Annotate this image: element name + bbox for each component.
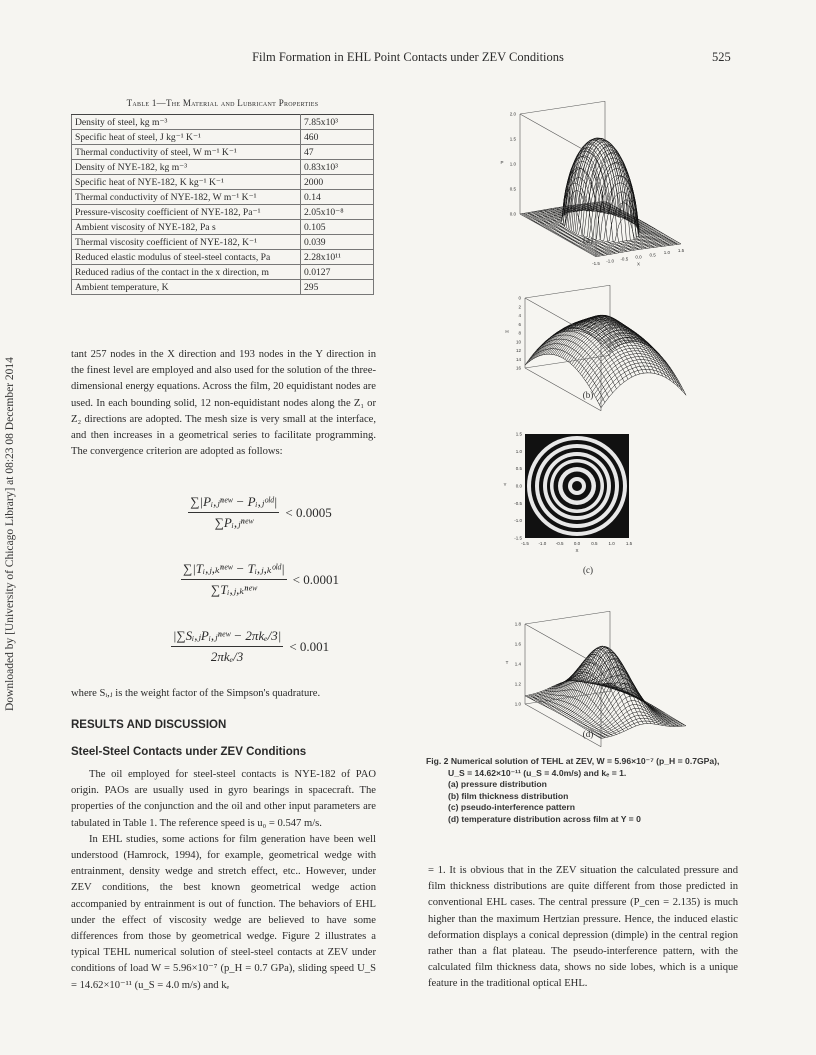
axis-tick-label: 14 [515,356,521,362]
axis-tick-label: 1.5 [509,136,516,142]
eq3-denominator: 2πkₑ/3 [210,649,244,664]
axis-title: T [505,660,509,665]
axis-tick-label: 1.6 [514,641,521,647]
caption-line: (a) pressure distribution [448,779,547,790]
figure-label-b: (b) [582,390,594,400]
axis-box-edge [520,101,605,114]
paragraph-text: In EHL studies, some actions for film generation have been well understood (Hamrock, 1994), for example, geometrical wedge with entrainment, density wedge and stretch effect, etc.. However, under ZEV conditions, the best known geometrical wedge action accompanied by entrainment is out of function. The behaviors of EHL under the effect of viscosity wedge are believed to have some differences from those by geometrical wedge. Figure 2 illustrates a typical TEHL numerical solution of steel-steel contacts at ZEV under conditions of load W = 5.96×10⁻⁷ (p_H = 0.7 GPa), sliding speed U_S = 14.62×10⁻¹¹ (u_S = 4.0 m/s) and kₑ [71,833,376,991]
property-name: Density of steel, kg m⁻³ [72,115,301,130]
surface-line [599,721,684,738]
axis-tick-label: 1.4 [514,661,521,667]
surface-line [586,345,671,380]
caption-line: (c) pseudo-interference pattern [448,802,576,813]
eq2-numerator: ∑|Tᵢ,ⱼ,ₖⁿᵉʷ − Tᵢ,ⱼ,ₖᵒˡᵈ| [181,561,287,580]
axis-tick-label: -1.5 [514,535,522,541]
axis-title: H [505,329,509,334]
figure-2d-temperature-surface [505,604,745,732]
property-value: 2.05x10⁻⁸ [301,205,374,220]
eq3-rhs: < 0.001 [289,638,330,654]
table-row [72,280,374,295]
axis-tick-label: 1.0 [663,250,670,256]
axis-box-edge [520,114,596,157]
figure-2a-pressure-surface [500,104,740,267]
axis-tick-label: 0.0 [573,541,581,546]
axis-box-edge [525,611,610,624]
surface-line [599,369,684,404]
axis-tick-label: 0.5 [591,541,598,546]
property-name: Ambient temperature, K [72,280,301,295]
eq2-rhs: < 0.0001 [292,571,340,587]
figure-caption [426,756,746,826]
axis-tick-label: -1.5 [592,260,600,266]
axis-tick-label: 1.5 [625,541,633,546]
axis-tick-label: 8 [518,330,521,336]
axis-tick-label: 2.0 [509,111,516,117]
figure-label-c: (c) [583,565,593,575]
property-name: Reduced radius of the contact in the x direction, m [72,265,301,280]
table-row [72,250,374,265]
property-value: 0.039 [301,235,374,250]
property-value: 0.105 [301,220,374,235]
axis-tick-label: 1.5 [677,248,685,253]
axis-tick-label: 0.5 [649,252,656,258]
axis-tick-label: -0.5 [555,541,564,546]
page-number: 525 [712,50,731,64]
equation-pressure [140,494,380,531]
property-name: Specific heat of NYE-182, K kg⁻¹ K⁻¹ [72,175,301,190]
axis-box-edge [525,704,601,747]
table-row [72,130,374,145]
axis-box-edge [525,624,601,667]
running-header: Film Formation in EHL Point Contacts under ZEV Conditions [252,50,564,64]
paragraph-text: where Sᵢ,ⱼ is the weight factor of the Simpson's quadrature. [71,688,321,699]
paragraph-text: = 1. It is obvious that in the ZEV situation the calculated pressure and film thickness distributions are quite different from those predicted in conventional EHL cases. The central pressure (P_cen = 2.135) is much higher than the maximum Hertzian pressure. Hence, the induced elastic deformation displays a conical depression (dimple) in the central region rather than a flat plateau. The pseudo-interference pattern, with the calculated film thickness data, shows no side lobes, which is a unique feature in the traditional optical EHL. [428,865,738,990]
eq1-rhs: < 0.0005 [285,504,332,520]
equation-load [110,628,390,665]
paragraph-text: The oil employed for steel-steel contacts is NYE-182 of PAO origin. PAOs are usually used in gyro bearings in spacecraft. The properties of the conjunction and the oil and other input parameters are tabulated in Table 1. The reference speed is u₀ = 0.547 m/s. [71,769,376,829]
property-value: 460 [301,130,374,145]
axis-tick-label: 6 [518,321,521,327]
figure-2c-interference-pattern [505,428,665,552]
axis-title: Y [503,482,507,487]
axis-tick-label: -1.0 [538,541,547,546]
caption-line: (d) temperature distribution across film at Y = 0 [448,813,641,824]
property-name: Reduced elastic modulus of steel-steel contacts, Pa [72,250,301,265]
properties-table [71,96,374,295]
property-name: Pressure-viscosity coefficient of NYE-182, Pa⁻¹ [72,205,301,220]
paragraph-simpson [71,686,376,702]
eq2-denominator: ∑Tᵢ,ⱼ,ₖⁿᵉʷ [210,582,257,597]
subsection-heading: Steel-Steel Contacts under ZEV Conditions [71,746,307,758]
axis-tick-label: 0.0 [509,211,516,217]
table-row [72,145,374,160]
property-value: 2000 [301,175,374,190]
figure-label-d: (d) [582,729,594,739]
figure-label-a: (a) [583,235,593,245]
property-value: 0.83x10³ [301,160,374,175]
axis-tick-label: 1.8 [514,621,521,627]
property-value: 47 [301,145,374,160]
property-name: Specific heat of steel, J kg⁻¹ K⁻¹ [72,130,301,145]
caption-line: Fig. 2 Numerical solution of TEHL at ZEV, W = 5.96×10⁻⁷ (p_H = 0.7GPa), [426,756,720,766]
axis-tick-label: 12 [515,348,521,353]
axis-title: P [500,160,504,165]
axis-tick-label: 0 [518,295,521,301]
axis-tick-label: -0.5 [514,500,522,506]
table-row [72,205,374,220]
property-value: 0.14 [301,190,374,205]
property-value: 295 [301,280,374,295]
surface-line [601,373,686,408]
property-value: 0.0127 [301,265,374,280]
table-row [72,190,374,205]
surface-line [548,328,624,382]
axis-tick-label: 1.0 [509,161,516,167]
eq1-numerator: ∑|Pᵢ,ⱼⁿᵉʷ − Pᵢ,ⱼᵒˡᵈ| [188,494,279,513]
axis-tick-label: 0.5 [509,186,516,192]
paragraph-text: tant 257 nodes in the X direction and 193 nodes in the Y direction in the finest level are employed and also used for the solution of the three-dimensional energy equations. Across the film, 20 equidistant nodes are used. In each bounding solid, 12 non-equidistant nodes along the Z₁ or Z₂ directions are adopted. The mesh size is very small at the interface, and then increases in a geometrical series to facilitate programming. The convergence criterion are adopted as follows: [71,349,376,458]
axis-tick-label: 10 [515,339,521,345]
axis-tick-label: -0.5 [620,256,629,262]
equation-temperature [140,561,380,598]
table-row [72,265,374,280]
table-row [72,220,374,235]
caption-line: U_S = 14.62×10⁻¹¹ (u_S = 4.0m/s) and kₑ = 1. [448,767,627,778]
section-heading: RESULTS AND DISCUSSION [71,719,227,731]
axis-tick-label: -1.0 [606,258,615,264]
axis-tick-label: 4 [518,313,521,318]
paragraph-results [428,863,738,993]
caption-line: (b) film thickness distribution [448,790,569,801]
axis-tick-label: 1.0 [514,701,521,707]
axis-tick-label: 0.0 [635,254,642,260]
download-note: Downloaded by [University of Chicago Library] at 08:23 08 December 2014 [4,357,16,711]
axis-tick-label: 16 [515,365,521,371]
axis-tick-label: 1.2 [514,681,521,687]
eq1-denominator: ∑Pᵢ,ⱼⁿᵉʷ [214,515,254,530]
figure-2b-film-thickness-surface [505,260,745,403]
table-caption: Table 1—The Material and Lubricant Properties [126,98,319,108]
axis-tick-label: 0.0 [515,483,522,489]
table-row [72,175,374,190]
axis-tick-label: 1.5 [515,431,522,437]
property-name: Density of NYE-182, kg m⁻³ [72,160,301,175]
property-value: 2.28x10¹¹ [301,250,374,265]
axis-tick-label: -1.0 [514,518,522,524]
property-value: 7.85x10³ [301,115,374,130]
axis-tick-label: -1.5 [521,541,529,546]
property-name: Thermal conductivity of steel, W m⁻¹ K⁻¹ [72,145,301,160]
table-row [72,235,374,250]
axis-title: X [575,548,579,553]
table-row [72,160,374,175]
axis-box-edge [525,285,610,298]
axis-tick-label: 2 [518,304,521,310]
property-name: Thermal viscosity coefficient of NYE-182, K⁻¹ [72,235,301,250]
interference-center [572,481,582,491]
table-row [72,115,374,130]
paragraph-mesh [71,347,376,460]
property-name: Thermal conductivity of NYE-182, W m⁻¹ K⁻¹ [72,190,301,205]
axis-title: X [636,261,641,267]
paragraph-oil [71,767,376,994]
eq3-numerator: |∑Sᵢ,ⱼPᵢ,ⱼⁿᵉʷ − 2πkₑ/3| [171,628,283,647]
property-name: Ambient viscosity of NYE-182, Pa s [72,220,301,235]
axis-tick-label: 0.5 [515,466,522,472]
axis-tick-label: 1.0 [608,541,615,546]
axis-tick-label: 1.0 [515,448,522,454]
